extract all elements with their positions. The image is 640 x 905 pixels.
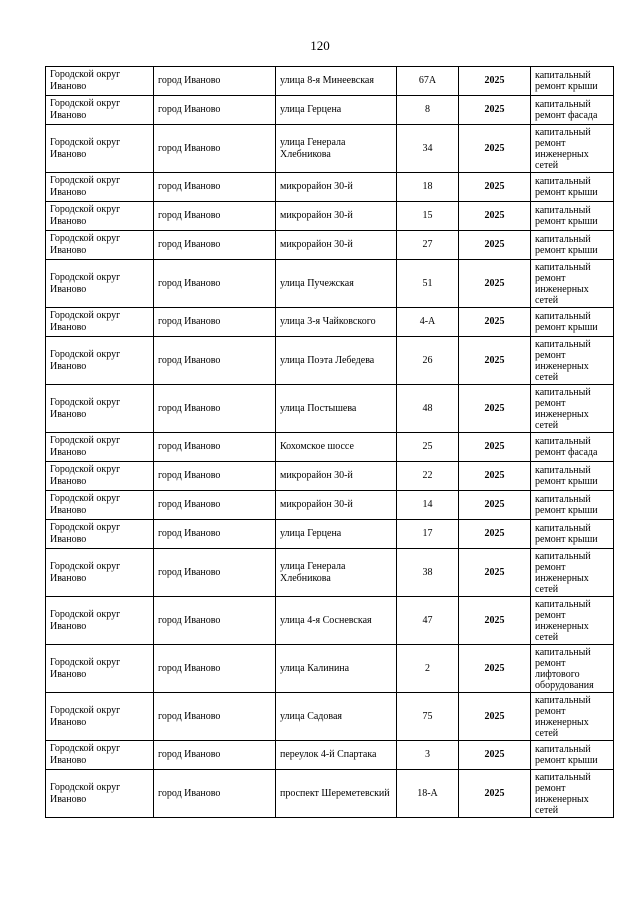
- cell-street: улица Поэта Лебедева: [276, 337, 397, 385]
- cell-street: улица Генерала Хлебникова: [276, 549, 397, 597]
- cell-municipal-district: Городской округ Иваново: [46, 125, 154, 173]
- page-number: 120: [310, 38, 330, 53]
- cell-house-number: 14: [397, 491, 459, 520]
- cell-settlement: город Иваново: [154, 173, 276, 202]
- cell-work-type: капитальный ремонт крыши: [531, 491, 614, 520]
- cell-year: 2025: [459, 231, 531, 260]
- cell-work-type: капитальный ремонт крыши: [531, 520, 614, 549]
- cell-municipal-district: Городской округ Иваново: [46, 549, 154, 597]
- table-row: [46, 96, 614, 125]
- table-row: [46, 202, 614, 231]
- table-row: [46, 645, 614, 693]
- cell-house-number: 26: [397, 337, 459, 385]
- cell-municipal-district: Городской округ Иваново: [46, 308, 154, 337]
- cell-street: микрорайон 30-й: [276, 202, 397, 231]
- cell-settlement: город Иваново: [154, 549, 276, 597]
- cell-work-type: капитальный ремонт лифтового оборудования: [531, 645, 614, 693]
- cell-work-type: капитальный ремонт фасада: [531, 96, 614, 125]
- cell-year: 2025: [459, 549, 531, 597]
- cell-house-number: 38: [397, 549, 459, 597]
- cell-house-number: 17: [397, 520, 459, 549]
- cell-street: улица 3-я Чайковского: [276, 308, 397, 337]
- cell-street: улица 4-я Сосневская: [276, 597, 397, 645]
- cell-house-number: 34: [397, 125, 459, 173]
- cell-year: 2025: [459, 67, 531, 96]
- cell-municipal-district: Городской округ Иваново: [46, 385, 154, 433]
- cell-street: переулок 4-й Спартака: [276, 741, 397, 770]
- table-row: [46, 67, 614, 96]
- cell-year: 2025: [459, 173, 531, 202]
- cell-municipal-district: Городской округ Иваново: [46, 520, 154, 549]
- cell-street: микрорайон 30-й: [276, 173, 397, 202]
- cell-house-number: 2: [397, 645, 459, 693]
- cell-work-type: капитальный ремонт крыши: [531, 67, 614, 96]
- table-row: [46, 520, 614, 549]
- cell-street: Кохомское шоссе: [276, 433, 397, 462]
- cell-street: улица Садовая: [276, 693, 397, 741]
- cell-municipal-district: Городской округ Иваново: [46, 231, 154, 260]
- table-row: [46, 770, 614, 818]
- cell-house-number: 27: [397, 231, 459, 260]
- cell-work-type: капитальный ремонт инженерных сетей: [531, 337, 614, 385]
- cell-settlement: город Иваново: [154, 260, 276, 308]
- cell-year: 2025: [459, 693, 531, 741]
- table-row: [46, 597, 614, 645]
- cell-year: 2025: [459, 597, 531, 645]
- cell-street: улица Герцена: [276, 520, 397, 549]
- table-row: [46, 549, 614, 597]
- cell-work-type: капитальный ремонт крыши: [531, 202, 614, 231]
- cell-settlement: город Иваново: [154, 67, 276, 96]
- cell-year: 2025: [459, 645, 531, 693]
- cell-year: 2025: [459, 202, 531, 231]
- cell-house-number: 8: [397, 96, 459, 125]
- cell-work-type: капитальный ремонт инженерных сетей: [531, 597, 614, 645]
- table-row: [46, 693, 614, 741]
- cell-street: микрорайон 30-й: [276, 462, 397, 491]
- cell-municipal-district: Городской округ Иваново: [46, 491, 154, 520]
- cell-work-type: капитальный ремонт инженерных сетей: [531, 549, 614, 597]
- cell-work-type: капитальный ремонт крыши: [531, 173, 614, 202]
- cell-year: 2025: [459, 770, 531, 818]
- cell-municipal-district: Городской округ Иваново: [46, 597, 154, 645]
- cell-work-type: капитальный ремонт инженерных сетей: [531, 260, 614, 308]
- cell-street: улица Пучежская: [276, 260, 397, 308]
- cell-settlement: город Иваново: [154, 202, 276, 231]
- cell-work-type: капитальный ремонт инженерных сетей: [531, 125, 614, 173]
- cell-settlement: город Иваново: [154, 231, 276, 260]
- cell-work-type: капитальный ремонт крыши: [531, 462, 614, 491]
- cell-street: улица Калинина: [276, 645, 397, 693]
- cell-municipal-district: Городской округ Иваново: [46, 741, 154, 770]
- cell-street: проспект Шереметевский: [276, 770, 397, 818]
- cell-street: улица Постышева: [276, 385, 397, 433]
- table-row: [46, 337, 614, 385]
- cell-work-type: капитальный ремонт инженерных сетей: [531, 693, 614, 741]
- cell-settlement: город Иваново: [154, 491, 276, 520]
- table-row: [46, 125, 614, 173]
- table-row: [46, 385, 614, 433]
- cell-work-type: капитальный ремонт фасада: [531, 433, 614, 462]
- cell-settlement: город Иваново: [154, 96, 276, 125]
- cell-house-number: 51: [397, 260, 459, 308]
- cell-municipal-district: Городской округ Иваново: [46, 96, 154, 125]
- table-row: [46, 741, 614, 770]
- cell-settlement: город Иваново: [154, 693, 276, 741]
- cell-street: улица Герцена: [276, 96, 397, 125]
- cell-settlement: город Иваново: [154, 337, 276, 385]
- cell-year: 2025: [459, 741, 531, 770]
- cell-municipal-district: Городской округ Иваново: [46, 462, 154, 491]
- table-row: [46, 231, 614, 260]
- cell-house-number: 22: [397, 462, 459, 491]
- cell-house-number: 25: [397, 433, 459, 462]
- table-row: [46, 173, 614, 202]
- table-row: [46, 433, 614, 462]
- cell-settlement: город Иваново: [154, 520, 276, 549]
- cell-work-type: капитальный ремонт инженерных сетей: [531, 385, 614, 433]
- cell-settlement: город Иваново: [154, 597, 276, 645]
- cell-street: улица 8-я Минеевская: [276, 67, 397, 96]
- cell-house-number: 4-А: [397, 308, 459, 337]
- cell-house-number: 15: [397, 202, 459, 231]
- repair-schedule-table: [45, 66, 614, 818]
- cell-settlement: город Иваново: [154, 308, 276, 337]
- cell-year: 2025: [459, 125, 531, 173]
- cell-house-number: 48: [397, 385, 459, 433]
- cell-municipal-district: Городской округ Иваново: [46, 260, 154, 308]
- cell-municipal-district: Городской округ Иваново: [46, 693, 154, 741]
- cell-year: 2025: [459, 491, 531, 520]
- cell-settlement: город Иваново: [154, 462, 276, 491]
- cell-year: 2025: [459, 520, 531, 549]
- cell-settlement: город Иваново: [154, 645, 276, 693]
- table-row: [46, 462, 614, 491]
- cell-street: улица Генерала Хлебникова: [276, 125, 397, 173]
- cell-house-number: 67А: [397, 67, 459, 96]
- cell-municipal-district: Городской округ Иваново: [46, 770, 154, 818]
- cell-settlement: город Иваново: [154, 433, 276, 462]
- cell-year: 2025: [459, 96, 531, 125]
- cell-house-number: 3: [397, 741, 459, 770]
- table-body: [46, 67, 614, 818]
- cell-year: 2025: [459, 337, 531, 385]
- cell-street: микрорайон 30-й: [276, 491, 397, 520]
- cell-year: 2025: [459, 260, 531, 308]
- table-row: [46, 491, 614, 520]
- cell-house-number: 18: [397, 173, 459, 202]
- cell-municipal-district: Городской округ Иваново: [46, 173, 154, 202]
- cell-year: 2025: [459, 308, 531, 337]
- table-row: [46, 308, 614, 337]
- cell-street: микрорайон 30-й: [276, 231, 397, 260]
- cell-municipal-district: Городской округ Иваново: [46, 202, 154, 231]
- table-row: [46, 260, 614, 308]
- cell-municipal-district: Городской округ Иваново: [46, 433, 154, 462]
- cell-settlement: город Иваново: [154, 741, 276, 770]
- cell-work-type: капитальный ремонт крыши: [531, 741, 614, 770]
- cell-work-type: капитальный ремонт крыши: [531, 231, 614, 260]
- cell-settlement: город Иваново: [154, 770, 276, 818]
- cell-work-type: капитальный ремонт инженерных сетей: [531, 770, 614, 818]
- cell-municipal-district: Городской округ Иваново: [46, 645, 154, 693]
- cell-year: 2025: [459, 433, 531, 462]
- cell-settlement: город Иваново: [154, 125, 276, 173]
- cell-municipal-district: Городской округ Иваново: [46, 337, 154, 385]
- cell-settlement: город Иваново: [154, 385, 276, 433]
- cell-house-number: 18-А: [397, 770, 459, 818]
- cell-work-type: капитальный ремонт крыши: [531, 308, 614, 337]
- cell-house-number: 47: [397, 597, 459, 645]
- cell-year: 2025: [459, 385, 531, 433]
- cell-year: 2025: [459, 462, 531, 491]
- cell-municipal-district: Городской округ Иваново: [46, 67, 154, 96]
- cell-house-number: 75: [397, 693, 459, 741]
